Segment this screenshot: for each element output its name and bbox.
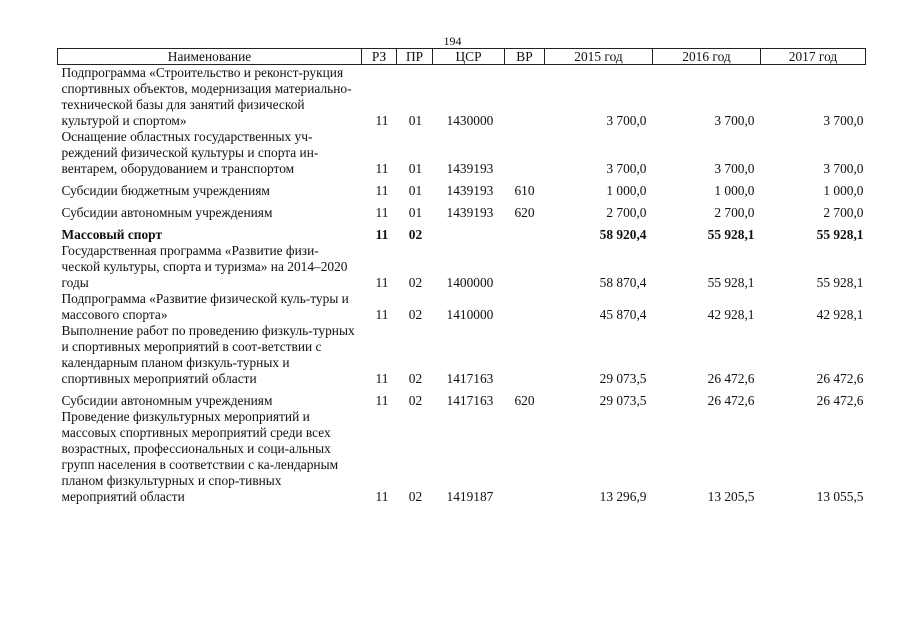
row-vr (505, 291, 545, 323)
table-row (58, 387, 866, 409)
row-csr: 1439193 (446, 183, 494, 198)
row-vr (505, 409, 545, 505)
row-2016: 55 928,1 (707, 275, 755, 290)
row-2017: 3 700,0 (823, 113, 864, 128)
header-csr: ЦСР (433, 49, 505, 65)
row-rz: 11 (375, 205, 389, 220)
row-2017: 1 000,0 (823, 183, 864, 198)
row-pr: 01 (408, 161, 423, 176)
table-row (58, 199, 866, 221)
header-rz: РЗ (362, 49, 397, 65)
row-pr: 02 (408, 393, 423, 408)
row-2015: 45 870,4 (599, 307, 647, 322)
row-2016: 55 928,1 (707, 227, 755, 242)
row-csr: 1430000 (446, 113, 494, 128)
row-name: Государственная программа «Развитие физи-ческой культуры, спорта и туризма» на 2014–2020 годы (61, 243, 348, 290)
row-2015: 1 000,0 (606, 183, 647, 198)
row-pr: 01 (408, 183, 423, 198)
row-vr (505, 243, 545, 291)
row-2015: 58 870,4 (599, 275, 647, 290)
row-vr: 620 (514, 393, 535, 408)
budget-table (57, 48, 866, 505)
row-rz: 11 (375, 489, 389, 504)
row-rz: 11 (375, 275, 389, 290)
row-2017: 26 472,6 (816, 393, 864, 408)
table-row (58, 221, 866, 243)
header-name: Наименование (58, 49, 362, 65)
row-name: Оснащение областных государственных уч-реждений физической культуры и спорта ин-вентарем, оборудованием и транспортом (61, 129, 319, 176)
row-name: Подпрограмма «Строительство и реконст-рукция спортивных объектов, модернизация материально-технической базы для занятий физической культурой и спортом» (61, 65, 352, 128)
header-2015: 2015 год (545, 49, 653, 65)
row-2015: 58 920,4 (599, 227, 647, 242)
row-pr: 01 (408, 113, 423, 128)
row-2017: 55 928,1 (816, 227, 864, 242)
row-2017: 3 700,0 (823, 161, 864, 176)
table-header-row (58, 49, 866, 65)
row-csr: 1439193 (446, 205, 494, 220)
table-row (58, 129, 866, 177)
row-2017: 42 928,1 (816, 307, 864, 322)
row-csr (433, 221, 505, 243)
row-name: Проведение физкультурных мероприятий и массовых спортивных мероприятий среди всех возрастных, профессиональных и соци-альных групп населения в соответствии с ка-лендарным планом физкультурных и спор-тивных мероприятий области (61, 409, 339, 504)
row-2016: 26 472,6 (707, 393, 755, 408)
row-name: Подпрограмма «Развитие физической куль-туры и массового спорта» (61, 291, 349, 322)
row-rz: 11 (375, 371, 389, 386)
row-csr: 1439193 (446, 161, 494, 176)
row-rz: 11 (375, 307, 389, 322)
table-row (58, 65, 866, 130)
row-2017: 55 928,1 (816, 275, 864, 290)
row-2016: 13 205,5 (707, 489, 755, 504)
header-pr: ПР (397, 49, 433, 65)
row-vr (505, 129, 545, 177)
row-pr: 02 (408, 307, 423, 322)
table-row (58, 409, 866, 505)
row-2015: 3 700,0 (606, 161, 647, 176)
row-pr: 01 (408, 205, 423, 220)
row-name: Массовый спорт (61, 227, 163, 242)
row-2016: 3 700,0 (714, 113, 755, 128)
row-rz: 11 (375, 183, 389, 198)
row-vr: 620 (514, 205, 535, 220)
row-rz: 11 (375, 161, 389, 176)
row-2015: 29 073,5 (599, 371, 647, 386)
row-2015: 13 296,9 (599, 489, 647, 504)
row-rz: 11 (375, 227, 389, 242)
row-csr: 1400000 (446, 275, 494, 290)
row-rz: 11 (375, 393, 389, 408)
row-2015: 29 073,5 (599, 393, 647, 408)
row-name: Субсидии автономным учреждениям (61, 205, 273, 220)
row-csr: 1417163 (446, 393, 494, 408)
row-csr: 1417163 (446, 371, 494, 386)
row-2017: 2 700,0 (823, 205, 864, 220)
row-vr: 610 (514, 183, 535, 198)
row-2015: 3 700,0 (606, 113, 647, 128)
row-name: Субсидии автономным учреждениям (61, 393, 273, 408)
row-2017: 26 472,6 (816, 371, 864, 386)
page-number: 194 (443, 34, 462, 48)
row-pr: 02 (408, 371, 423, 386)
table-row (58, 243, 866, 291)
row-vr (505, 323, 545, 387)
row-name: Выполнение работ по проведению физкуль-турных и спортивных мероприятий в соот-ветствии с календарным планом физкуль-турных и спортивных мероприятий области (61, 323, 355, 386)
row-csr: 1410000 (446, 307, 494, 322)
row-2016: 42 928,1 (707, 307, 755, 322)
row-2015: 2 700,0 (606, 205, 647, 220)
table-row (58, 323, 866, 387)
table-row (58, 177, 866, 199)
table-row (58, 291, 866, 323)
row-pr: 02 (408, 275, 423, 290)
row-vr (505, 65, 545, 130)
row-2016: 26 472,6 (707, 371, 755, 386)
row-name: Субсидии бюджетным учреждениям (61, 183, 270, 198)
row-csr: 1419187 (446, 489, 494, 504)
row-2016: 1 000,0 (714, 183, 755, 198)
row-2016: 3 700,0 (714, 161, 755, 176)
row-pr: 02 (408, 227, 423, 242)
row-pr: 02 (408, 489, 423, 504)
row-vr (505, 221, 545, 243)
row-2016: 2 700,0 (714, 205, 755, 220)
row-2017: 13 055,5 (816, 489, 864, 504)
header-2016: 2016 год (653, 49, 761, 65)
header-2017: 2017 год (761, 49, 866, 65)
header-vr: ВР (505, 49, 545, 65)
row-rz: 11 (375, 113, 389, 128)
